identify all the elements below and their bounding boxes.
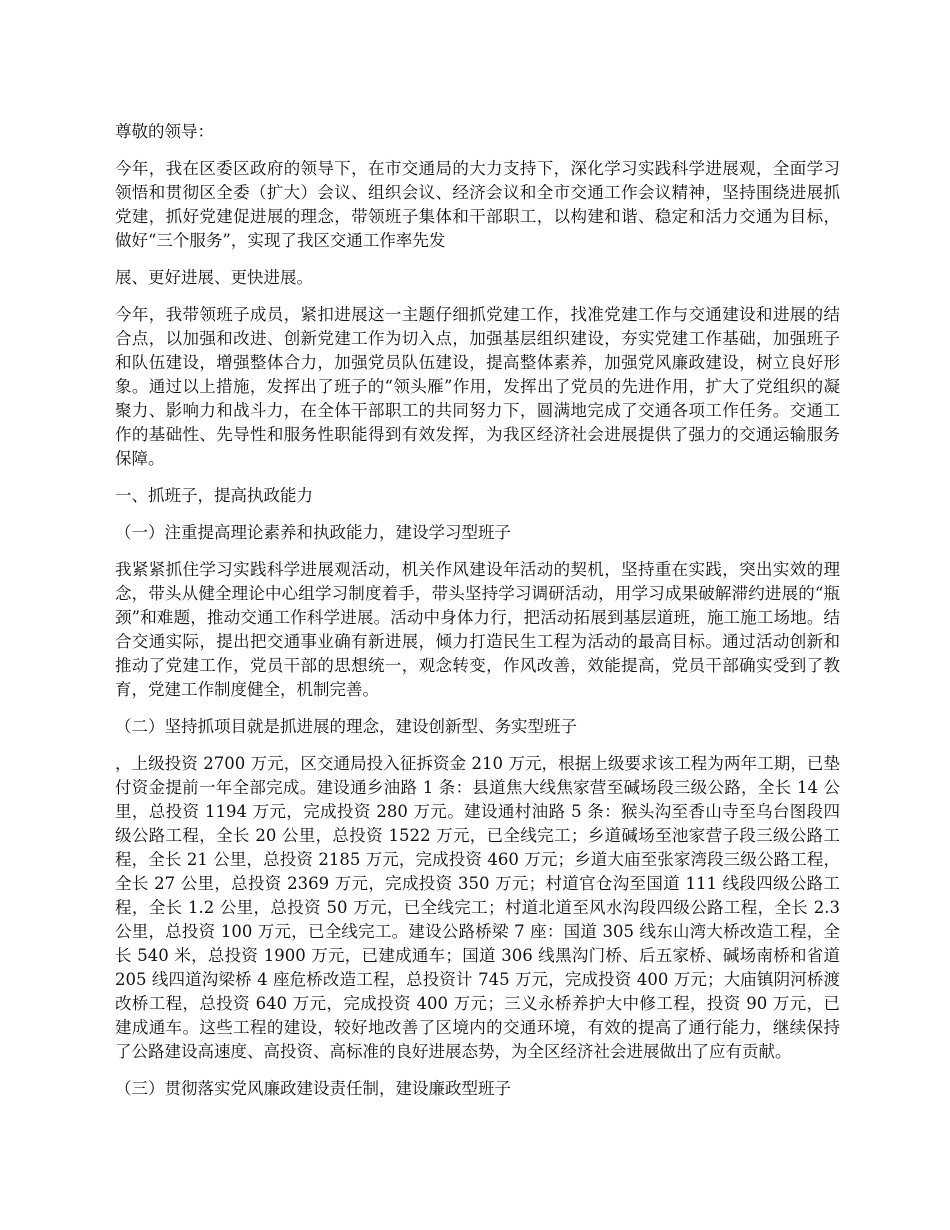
subsection-paragraph: 我紧紧抓住学习实践科学进展观活动，机关作风建设年活动的契机，坚持重在实践，突出实效的理念，带头从健全理论中心组学习制度着手，带头坚持学习调研活动，用学习成果破解滞约进展的“瓶颈”和难题，推动交通工作科学进展。活动中身体力行，把活动拓展到基层道班，施工施工场地。结合交通实际，提出把交通事业确有新进展，倾力打造民生工程为活动的最高目标。通过活动创新和推动了党建工作，党员干部的思想统一，观念转变，作风改善，效能提高，党员干部确实受到了教育，党建工作制度健全，机制完善。 (115, 560, 840, 699)
subsection-heading: （二）坚持抓项目就是抓进展的理念，建设创新型、务实型班子 (115, 717, 577, 736)
document-page (115, 120, 840, 1114)
summary-paragraph: 今年，我带领班子成员，紧扣进展这一主题仔细抓党建工作，找准党建工作与交通建设和进展的结合点，以加强和改进、创新党建工作为切入点，加强基层组织建设，夯实党建工作基础，加强班子和队伍建设，增强整体合力，加强党员队伍建设，提高整体素养，加强党风廉政建设，树立良好形象。通过以上措施，发挥出了班子的“领头雁”作用，发挥出了党员的先进作用，扩大了党组织的凝聚力、影响力和战斗力，在全体干部职工的共同努力下，圆满地完成了交通各项工作任务。交通工作的基础性、先导性和服务性职能得到有效发挥，为我区经济社会进展提供了强力的交通运输服务保障。 (115, 305, 840, 468)
intro-paragraph-continuation: 展、更好进展、更快进展。 (115, 268, 313, 287)
salutation: 尊敬的领导： (115, 122, 214, 141)
subsection-paragraph: ，上级投资 2700 万元，区交通局投入征拆资金 210 万元，根据上级要求该工程为两年工期，已垫付资金提前一年全部完成。建设通乡油路 1 条：县道焦大线焦家营至碱场段三级公路，全长 14 公里，总投资 1194 万元，完成投资 280 万元。建设通村油路 5 条：猴头沟至香山寺至乌台图段四级公路工程，全长 20 公里，总投资 1522 万元，已全线完工；乡道碱场至池家营子段三级公路工程，全长 21 公里，总投资 2185 万元，完成投资 460 万元；乡道大庙至张家湾段三级公路工程，全长 27 公里，总投资 2369 万元，完成投资 350 万元；村道官仓沟至国道 111 线段四级公路工程，全长 1.2 公里，总投资 50 万元，已全线完工；村道北道至风水沟段四级公路工程，全长 2.3 公里，总投资 100 万元，已全线完工。建设公路桥梁 7 座：国道 305 线东山湾大桥改造工程，全长 540 米，总投资 1900 万元，已建成通车；国道 306 线黑沟门桥、后五家桥、碱场南桥和省道 205 线四道沟梁桥 4 座危桥改造工程，总投资计 745 万元，完成投资 400 万元；大庙镇阴河桥渡改桥工程，总投资 640 万元，完成投资 400 万元；三义永桥养护大中修工程，投资 90 万元，已建成通车。这些工程的建设，较好地改善了区境内的交通环境，有效的提高了通行能力，继续保持了公路建设高速度、高投资、高标准的良好进展态势，为全区经济社会进展做出了应有贡献。 (115, 754, 840, 1061)
subsection-heading: （一）注重提高理论素养和执政能力，建设学习型班子 (115, 523, 511, 542)
intro-paragraph: 今年，我在区委区政府的领导下，在市交通局的大力支持下，深化学习实践科学进展观，全面学习领悟和贯彻区全委（扩大）会议、组织会议、经济会议和全市交通工作会议精神，坚持围绕进展抓党建，抓好党建促进展的理念，带领班子集体和干部职工，以构建和谐、稳定和活力交通为目标，做好“三个服务”，实现了我区交通工作率先发 (115, 159, 840, 250)
subsection-heading: （三）贯彻落实党风廉政建设责任制，建设廉政型班子 (115, 1079, 511, 1098)
section-heading: 一、抓班子，提高执政能力 (115, 486, 313, 505)
